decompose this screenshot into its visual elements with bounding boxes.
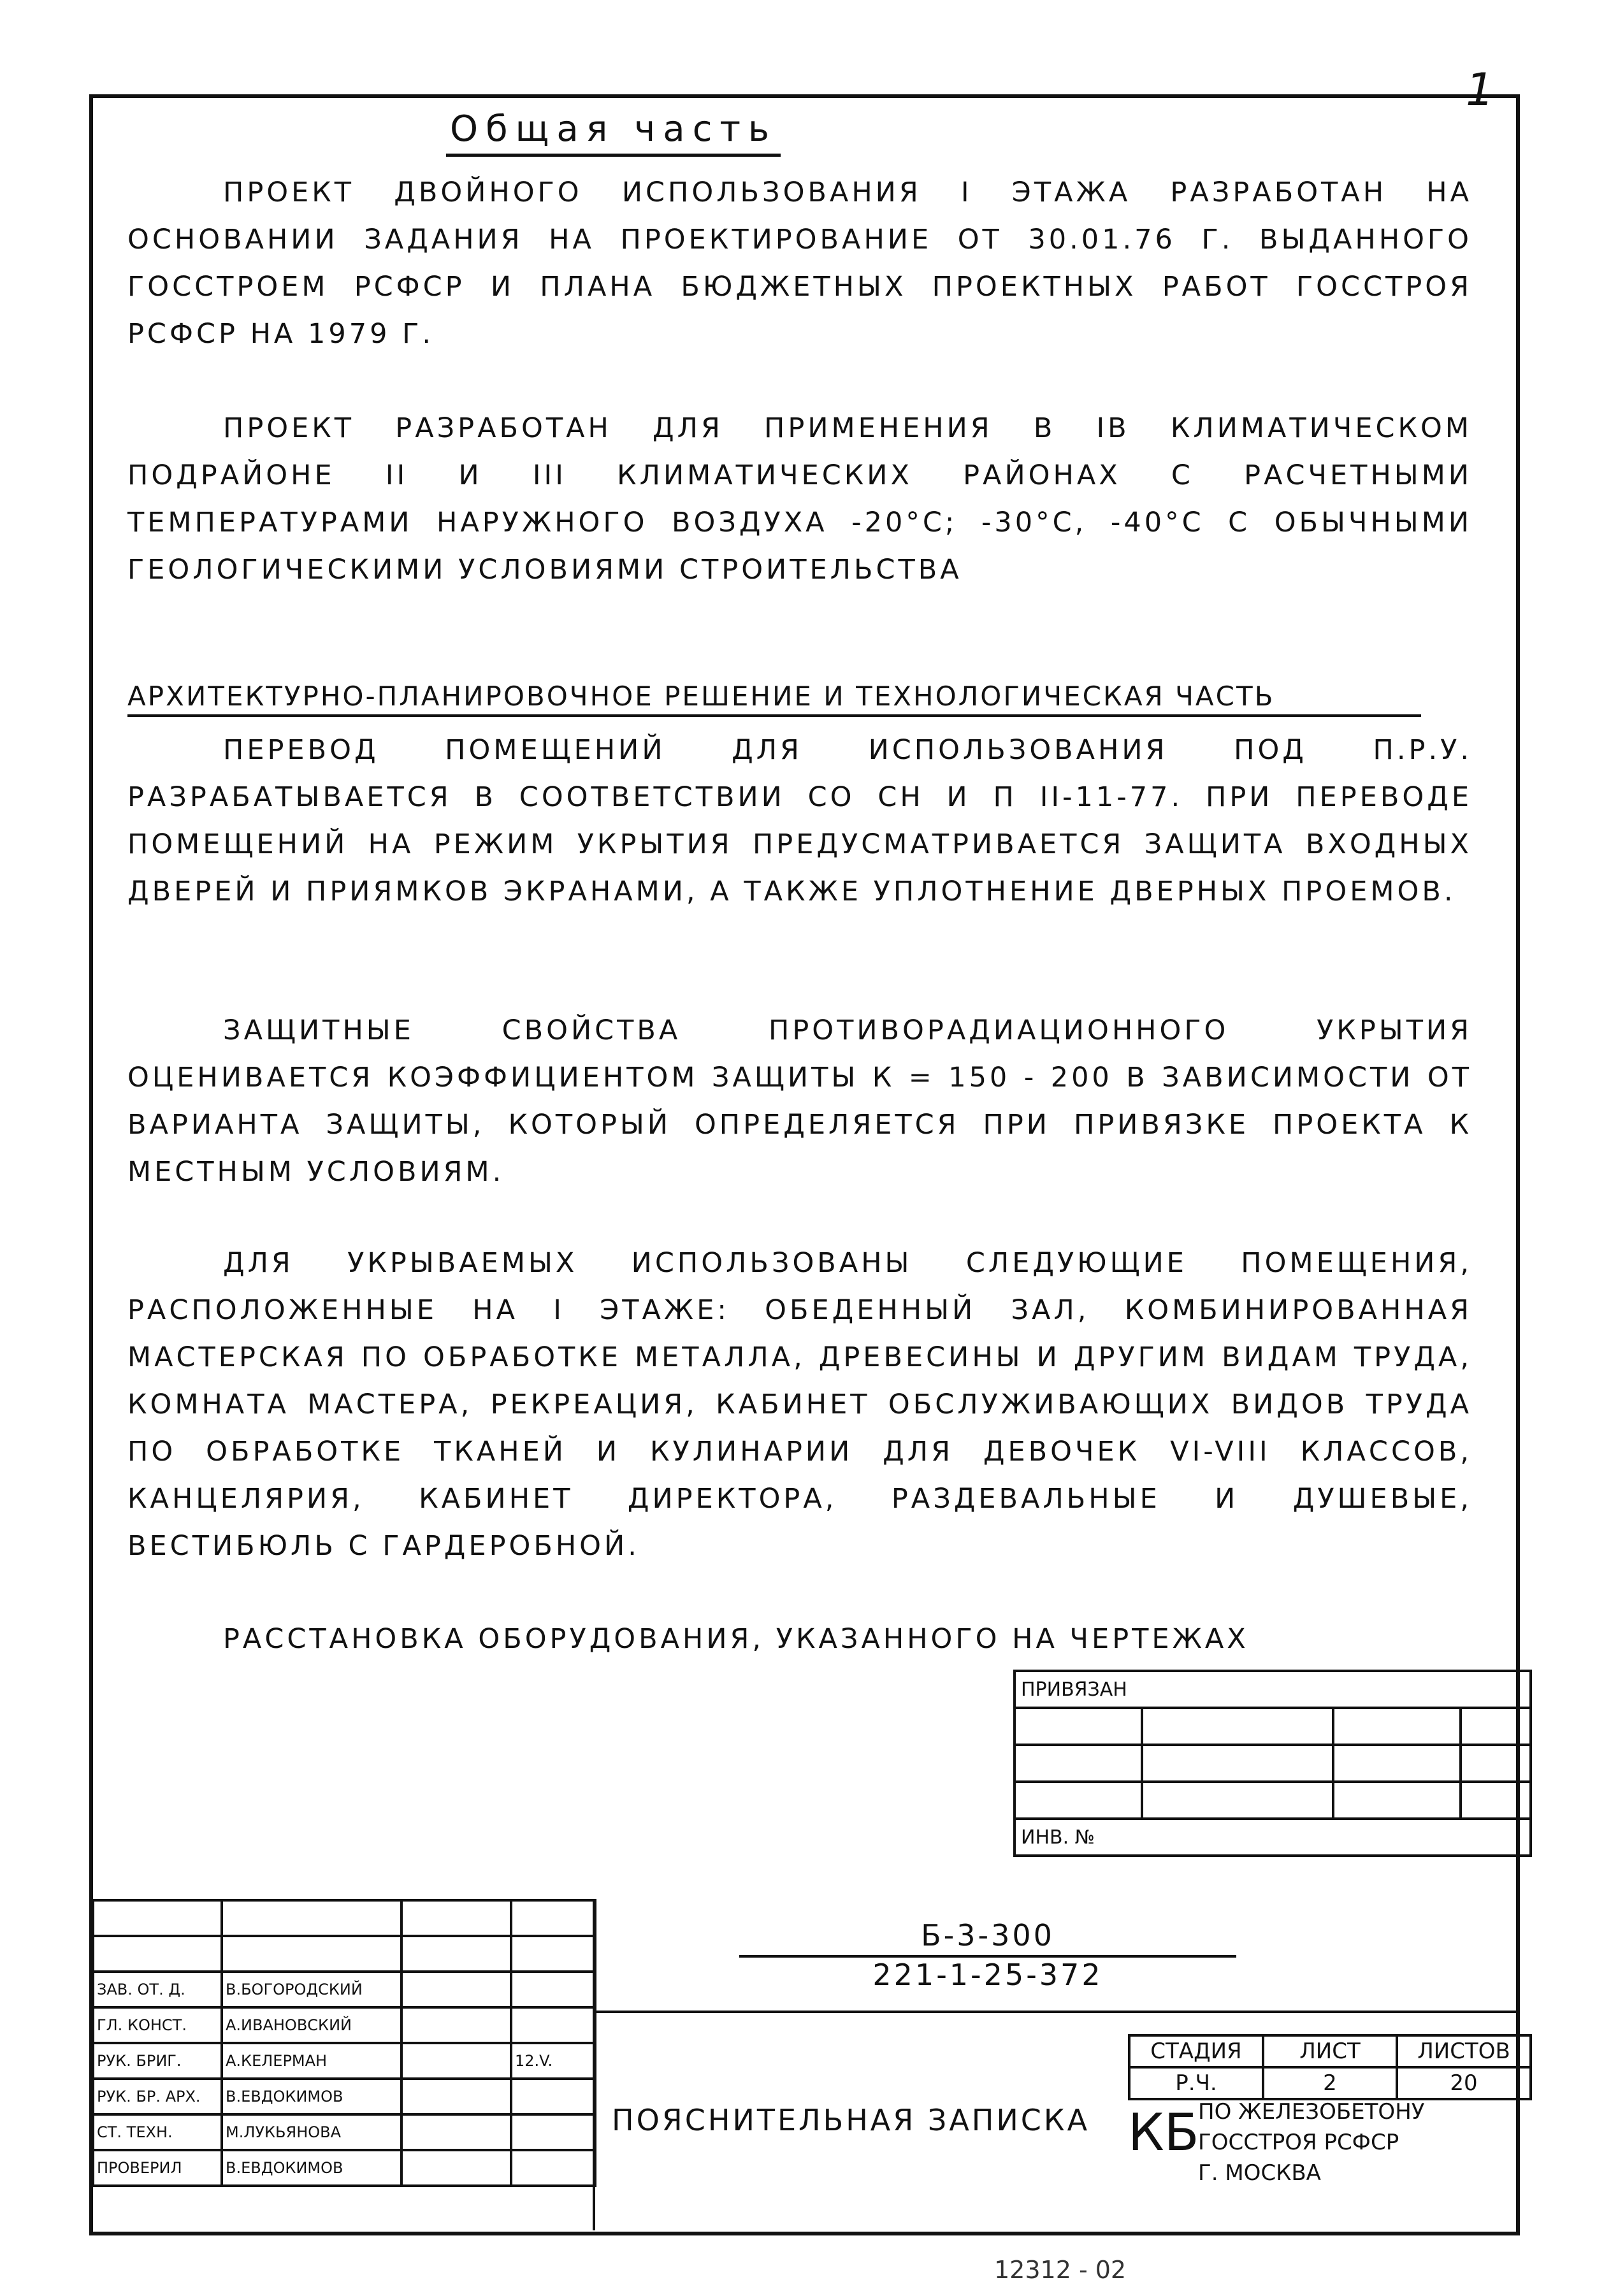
stamp-signature (401, 2150, 511, 2186)
stamp-date (511, 2114, 595, 2150)
stamp-name: В.ЕВДОКИМОВ (222, 2150, 401, 2186)
sheets-value: 20 (1397, 2067, 1531, 2099)
organization-logo: КБ (1128, 2103, 1199, 2162)
org-line-3: Г. МОСКВА (1198, 2160, 1321, 2186)
sheet-label: ЛИСТ (1263, 2035, 1397, 2067)
paragraph-6: РАССТАНОВКА ОБОРУДОВАНИЯ, УКАЗАННОГО НА ЧЕРТЕЖАХ (223, 1623, 1249, 1655)
paragraph-1: ПРОЕКТ ДВОЙНОГО ИСПОЛЬЗОВАНИЯ I ЭТАЖА РАЗРАБОТАН НА ОСНОВАНИИ ЗАДАНИЯ НА ПРОЕКТИРОВАНИЕ ОТ 30.01.76 Г. ВЫДАННОГО ГОССТРОЕМ РСФСР И ПЛАНА БЮДЖЕТНЫХ ПРОЕКТНЫХ РАБОТ ГОССТРОЯ РСФСР НА 1979 Г. (127, 177, 1472, 350)
stamp-signature (401, 2114, 511, 2150)
stamp-role: ГЛ. КОНСТ. (93, 2007, 222, 2043)
bottom-archive-mark: 12312 - 02 (994, 2256, 1127, 2284)
privyazka-table (1013, 1670, 1532, 1857)
stamp-name: М.ЛУКЬЯНОВА (222, 2114, 401, 2150)
inventory-number-label: ИНВ. № (1015, 1819, 1531, 1856)
org-line-2: ГОССТРОЯ РСФСР (1198, 2130, 1399, 2155)
sheet-value: 2 (1263, 2067, 1397, 2099)
stamp-role: ЗАВ. ОТ. Д. (93, 1972, 222, 2007)
stamp-name: В.ЕВДОКИМОВ (222, 2079, 401, 2114)
document-title: ПОЯСНИТЕЛЬНАЯ ЗАПИСКА (612, 2103, 1090, 2137)
stamp-role: СТ. ТЕХН. (93, 2114, 222, 2150)
paragraph-4: ЗАЩИТНЫЕ СВОЙСТВА ПРОТИВОРАДИАЦИОННОГО УКРЫТИЯ ОЦЕНИВАЕТСЯ КОЭФФИЦИЕНТОМ ЗАЩИТЫ К = 150 - 200 В ЗАВИСИМОСТИ ОТ ВАРИАНТА ЗАЩИТЫ, КОТОРЫЙ ОПРЕДЕЛЯЕТСЯ ПРИ ПРИВЯЗКЕ ПРОЕКТА К МЕСТНЫМ УСЛОВИЯМ. (127, 1014, 1472, 1188)
stamp-role: РУК. БРИГ. (93, 2043, 222, 2079)
org-line-1: ПО ЖЕЛЕЗОБЕТОНУ (1198, 2099, 1425, 2125)
stamp-date (511, 1972, 595, 2007)
organization-text (1198, 2097, 1424, 2188)
document-code (739, 1918, 1236, 1992)
stamp-signature (401, 2007, 511, 2043)
privyazka-header: ПРИВЯЗАН (1015, 1671, 1531, 1708)
stamp-date (511, 2079, 595, 2114)
stage-value: Р.Ч. (1129, 2067, 1263, 2099)
stamp-name: А.ИВАНОВСКИЙ (222, 2007, 401, 2043)
stamp-name: В.БОГОРОДСКИЙ (222, 1972, 401, 2007)
stamp-date (511, 2150, 595, 2186)
stamp-date (511, 2007, 595, 2043)
section-title: Общая часть (446, 108, 781, 157)
signatures-table (92, 1899, 596, 2187)
stamp-role: РУК. БР. АРХ. (93, 2079, 222, 2114)
stamp-role: ПРОВЕРИЛ (93, 2150, 222, 2186)
subheading: АРХИТЕКТУРНО-ПЛАНИРОВОЧНОЕ РЕШЕНИЕ И ТЕХНОЛОГИЧЕСКАЯ ЧАСТЬ (127, 681, 1421, 717)
stamp-signature (401, 2079, 511, 2114)
stage-sheet-table (1128, 2034, 1532, 2100)
document-code-line1: Б-3-300 (739, 1918, 1236, 1958)
stamp-signature (401, 2043, 511, 2079)
paragraph-5: ДЛЯ УКРЫВАЕМЫХ ИСПОЛЬЗОВАНЫ СЛЕДУЮЩИЕ ПОМЕЩЕНИЯ, РАСПОЛОЖЕННЫЕ НА I ЭТАЖЕ: ОБЕДЕННЫЙ ЗАЛ, КОМБИНИРОВАННАЯ МАСТЕРСКАЯ ПО ОБРАБОТКЕ МЕТАЛЛА, ДРЕВЕСИНЫ И ДРУГИМ ВИДАМ ТРУДА, КОМНАТА МАСТЕРА, РЕКРЕАЦИЯ, КАБИНЕТ ОБСЛУЖИВАЮЩИХ ВИДОВ ТРУДА ПО ОБРАБОТКЕ ТКАНЕЙ И КУЛИНАРИИ ДЛЯ ДЕВОЧЕК VI-VIII КЛАССОВ, КАНЦЕЛЯРИЯ, КАБИНЕТ ДИРЕКТОРА, РАЗДЕВАЛЬНЫЕ И ДУШЕВЫЕ, ВЕСТИБЮЛЬ С ГАРДЕРОБНОЙ. (127, 1247, 1472, 1562)
stamp-signature (401, 1972, 511, 2007)
document-code-line2: 221-1-25-372 (872, 1958, 1103, 1992)
corner-page-mark: 1 (1466, 64, 1494, 116)
paragraph-3: ПЕРЕВОД ПОМЕЩЕНИЙ ДЛЯ ИСПОЛЬЗОВАНИЯ ПОД П.Р.У. РАЗРАБАТЫВАЕТСЯ В СООТВЕТСТВИИ СО СН И П II-11-77. ПРИ ПЕРЕВОДЕ ПОМЕЩЕНИЙ НА РЕЖИМ УКРЫТИЯ ПРЕДУСМАТРИВАЕТСЯ ЗАЩИТА ВХОДНЫХ ДВЕРЕЙ И ПРИЯМКОВ ЭКРАНАМИ, А ТАКЖЕ УПЛОТНЕНИЕ ДВЕРНЫХ ПРОЕМОВ. (127, 734, 1472, 907)
paragraph-2: ПРОЕКТ РАЗРАБОТАН ДЛЯ ПРИМЕНЕНИЯ В IВ КЛИМАТИЧЕСКОМ ПОДРАЙОНЕ II И III КЛИМАТИЧЕСКИХ РАЙОНАХ С РАСЧЕТНЫМИ ТЕМПЕРАТУРАМИ НАРУЖНОГО ВОЗДУХА -20°С; -30°С, -40°С С ОБЫЧНЫМИ ГЕОЛОГИЧЕСКИМИ УСЛОВИЯМИ СТРОИТЕЛЬСТВА (127, 412, 1472, 586)
sheets-label: ЛИСТОВ (1397, 2035, 1531, 2067)
stage-label: СТАДИЯ (1129, 2035, 1263, 2067)
stamp-date: 12.V. (511, 2043, 595, 2079)
stamp-name: А.КЕЛЕРМАН (222, 2043, 401, 2079)
